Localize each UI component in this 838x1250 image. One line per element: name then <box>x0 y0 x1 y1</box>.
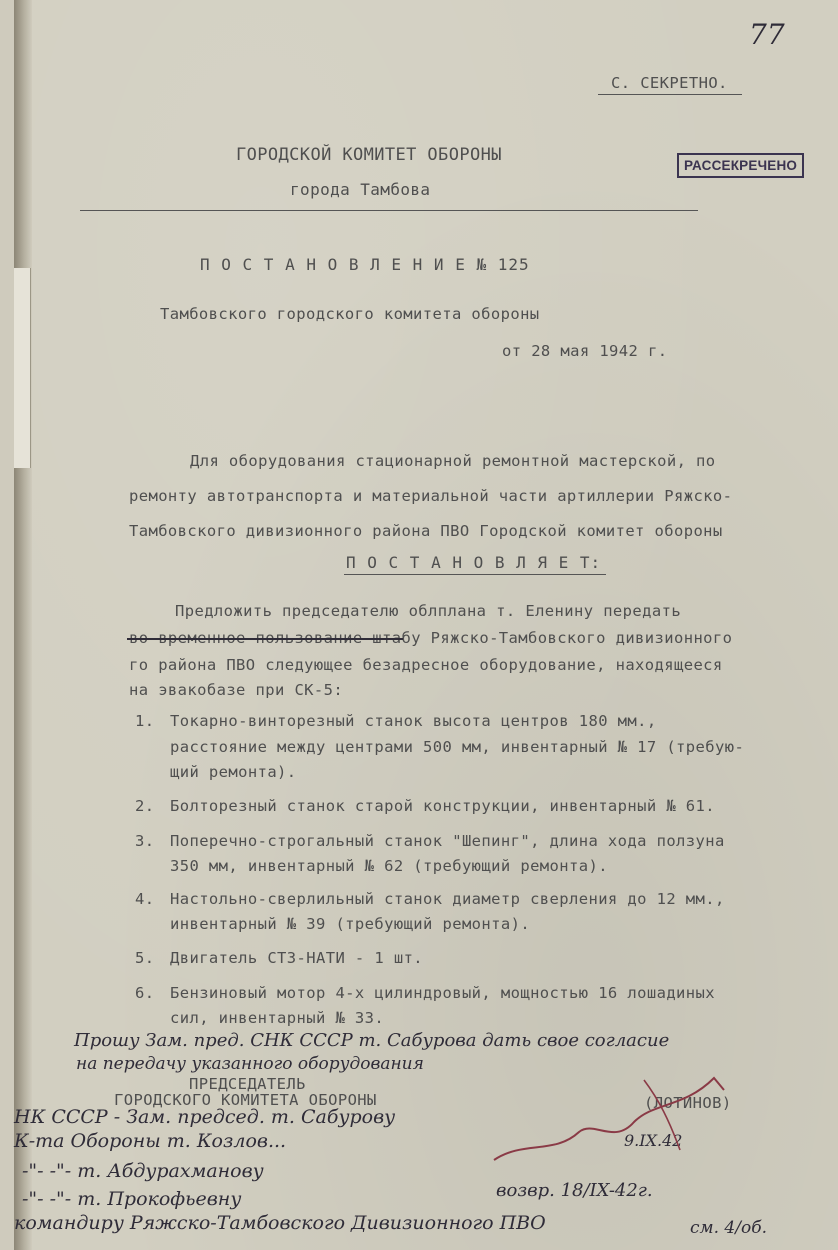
city-name: города Тамбова <box>290 180 431 199</box>
handwritten-signature-mark <box>484 1060 744 1170</box>
decree-date: от 28 мая 1942 г. <box>502 342 668 360</box>
item-number: 4. <box>135 890 155 908</box>
item-line: сил, инвентарный № 33. <box>170 1009 385 1027</box>
handwritten-dist-1: НК СССР - Зам. председ. т. Сабурову <box>14 1106 396 1128</box>
resolves-underline <box>344 574 606 575</box>
decree-title: П О С Т А Н О В Л Е Н И Е № 125 <box>200 255 530 274</box>
item-line: щий ремонта). <box>170 763 297 781</box>
signature-role-1: ПРЕДСЕДАТЕЛЬ <box>189 1075 306 1093</box>
resolves-heading: П О С Т А Н О В Л Я Е Т: <box>346 553 602 572</box>
item-line: инвентарный № 39 (требующий ремонта). <box>170 915 531 933</box>
document-page <box>14 0 838 1250</box>
handwritten-dist-2: К-та Обороны т. Козлов... <box>14 1130 287 1152</box>
instruction-line-3: го района ПВО следующее безадресное оборудование, находящееся <box>129 656 723 674</box>
item-line: Бензиновый мотор 4-х цилиндровый, мощностью 16 лошадиных <box>170 984 715 1002</box>
instruction-line-2: во временное пользование штабу Ряжско-Тамбовского дивизионного <box>129 629 733 647</box>
binding-tab <box>14 268 31 468</box>
item-line: расстояние между центрами 500 мм, инвентарный № 17 (требую- <box>170 738 745 756</box>
strikethrough-line <box>127 638 403 640</box>
decree-subtitle: Тамбовского городского комитета обороны <box>160 305 540 323</box>
item-number: 1. <box>135 712 155 730</box>
item-line: Токарно-винторезный станок высота центров 180 мм., <box>170 712 657 730</box>
declassified-stamp: РАССЕКРЕЧЕНО <box>677 153 804 178</box>
handwritten-dist-5: командиру Ряжско-Тамбовского Дивизионного ПВО <box>14 1212 546 1234</box>
item-line: Настольно-сверлильный станок диаметр сверления до 12 мм., <box>170 890 725 908</box>
handwritten-date: 9.IX.42 <box>624 1131 683 1150</box>
preamble-line-2: ремонту автотранспорта и материальной части артиллерии Ряжско- <box>129 487 733 505</box>
item-number: 5. <box>135 949 155 967</box>
handwritten-ref: см. 4/об. <box>690 1218 767 1238</box>
item-line: Болторезный станок старой конструкции, инвентарный № 61. <box>170 797 715 815</box>
item-number: 2. <box>135 797 155 815</box>
handwritten-dist-3: -"- -"- т. Абдурахманову <box>22 1160 264 1182</box>
handwritten-return: возвр. 18/IX-42г. <box>496 1180 653 1201</box>
signature-name: (ЛОТИНОВ) <box>644 1094 732 1112</box>
handwritten-dist-4: -"- -"- т. Прокофьевну <box>22 1188 242 1210</box>
instruction-line-1: Предложить председателю облплана т. Еленину передать <box>175 602 682 620</box>
page-number: 77 <box>749 18 785 51</box>
classification-underline <box>598 94 742 95</box>
handwritten-note-2: на передачу указанного оборудования <box>76 1054 424 1074</box>
signature-role-2: ГОРОДСКОГО КОМИТЕТА ОБОРОНЫ <box>114 1091 377 1109</box>
item-line: Поперечно-строгальный станок "Шепинг", длина хода ползуна <box>170 832 725 850</box>
org-name: ГОРОДСКОЙ КОМИТЕТ ОБОРОНЫ <box>236 145 502 165</box>
header-divider <box>80 210 698 211</box>
handwritten-note-1: Прошу Зам. пред. СНК СССР т. Сабурова дать свое согласие <box>74 1030 670 1051</box>
item-number: 6. <box>135 984 155 1002</box>
item-number: 3. <box>135 832 155 850</box>
binding-edge <box>14 0 32 1250</box>
item-line: 350 мм, инвентарный № 62 (требующий ремонта). <box>170 857 608 875</box>
preamble-line-3: Тамбовского дивизионного района ПВО Городской комитет обороны <box>129 522 723 540</box>
instruction-line-4: на эвакобазе при СК-5: <box>129 681 344 699</box>
classification-label: С. СЕКРЕТНО. <box>611 74 728 92</box>
preamble-line-1: Для оборудования стационарной ремонтной мастерской, по <box>190 452 716 470</box>
item-line: Двигатель СТЗ-НАТИ - 1 шт. <box>170 949 424 967</box>
